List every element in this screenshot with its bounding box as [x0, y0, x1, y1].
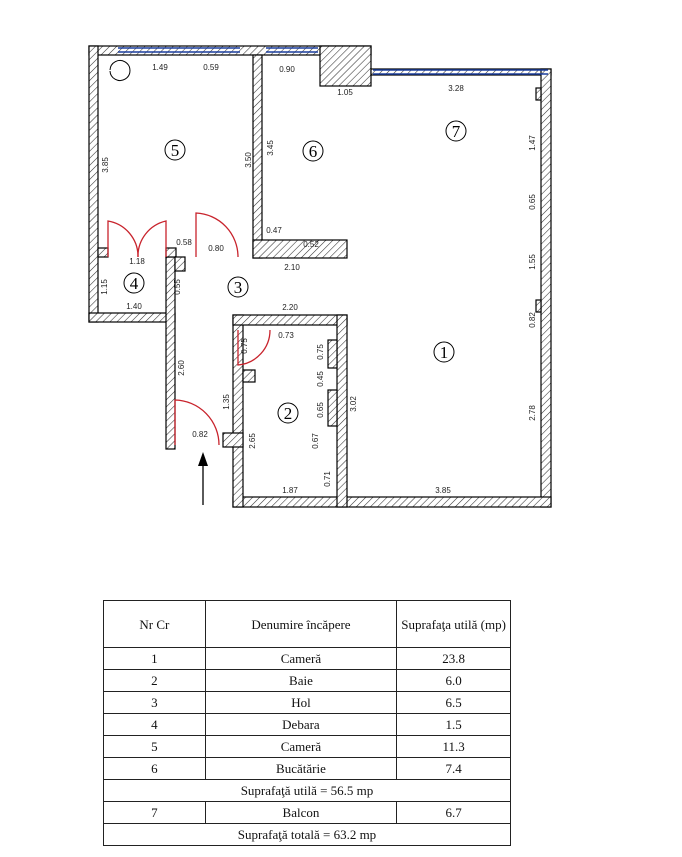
- dimension-label: 3.85: [435, 486, 451, 495]
- dimension-label: 0.67: [311, 433, 320, 449]
- dimension-label: 3.50: [244, 152, 253, 168]
- dimension-label: 2.60: [177, 360, 186, 376]
- dimension-label: 0.75: [316, 344, 325, 360]
- dimension-label: 0.73: [278, 331, 294, 340]
- svg-text:6: 6: [308, 142, 318, 161]
- walls: [89, 46, 551, 507]
- header-nr: Nr Cr: [104, 601, 206, 648]
- svg-text:5: 5: [170, 141, 180, 160]
- dimension-label: 2.20: [282, 303, 298, 312]
- svg-text:2: 2: [283, 404, 293, 423]
- dimension-label: 0.65: [316, 402, 325, 418]
- dimension-label: 0.65: [528, 194, 537, 210]
- area-summary-table: [103, 600, 511, 846]
- dimension-label: 3.85: [101, 157, 110, 173]
- dimension-label: 0.80: [208, 244, 224, 253]
- dimension-label: 0.82: [192, 430, 208, 439]
- dimension-label: 0.47: [266, 226, 282, 235]
- dimension-label: 1.35: [222, 394, 231, 410]
- svg-text:1: 1: [439, 343, 449, 362]
- dimension-label: 1.05: [337, 88, 353, 97]
- room-label-5: [165, 140, 185, 160]
- room-label-7: [446, 121, 466, 141]
- dimension-label: 3.28: [448, 84, 464, 93]
- entrance-arrow-icon: [198, 452, 208, 505]
- table-row: 3 Hol 6.5: [104, 692, 511, 714]
- svg-text:3: 3: [233, 278, 243, 297]
- table-row: 4 Debara 1.5: [104, 714, 511, 736]
- dimension-label: 1.40: [126, 302, 142, 311]
- dimension-label: 0.52: [303, 240, 319, 249]
- dimension-label: 3.02: [349, 396, 358, 412]
- dimension-label: 0.45: [316, 371, 325, 387]
- balcony-row: 7 Balcon 6.7: [104, 802, 511, 824]
- room-label-1: [434, 342, 454, 362]
- dimension-label: 1.47: [528, 135, 537, 151]
- table-row: 1 Cameră 23.8: [104, 648, 511, 670]
- dimension-label: 1.15: [100, 279, 109, 295]
- dimension-label: 0.90: [279, 65, 295, 74]
- dimension-label: 1.18: [129, 257, 145, 266]
- dimension-label: 0.71: [323, 471, 332, 487]
- grand-total-row: Suprafaţă totală = 63.2 mp: [104, 824, 511, 846]
- header-area: Suprafaţa utilă (mp): [397, 601, 511, 648]
- dimension-label: 2.78: [528, 405, 537, 421]
- room-label-3: [228, 277, 248, 297]
- dimension-label: 0.82: [528, 312, 537, 328]
- dimension-label: 0.59: [203, 63, 219, 72]
- dimension-label: 3.45: [266, 140, 275, 156]
- room-label-2: [278, 403, 298, 423]
- doors: [108, 61, 270, 446]
- room-label-4: [124, 273, 144, 293]
- room-label-6: [303, 141, 323, 161]
- useful-total-row: Suprafaţă utilă = 56.5 mp: [104, 780, 511, 802]
- svg-text:4: 4: [129, 274, 139, 293]
- dimension-label: 1.49: [152, 63, 168, 72]
- table-row: 5 Cameră 11.3: [104, 736, 511, 758]
- header-room-name: Denumire încăpere: [205, 601, 397, 648]
- table-header-row: [104, 601, 511, 648]
- dimension-label: 1.55: [528, 254, 537, 270]
- table-row: 2 Baie 6.0: [104, 670, 511, 692]
- dimension-label: 0.58: [176, 238, 192, 247]
- table-row: 6 Bucătărie 7.4: [104, 758, 511, 780]
- dimension-label: 0.75: [240, 338, 249, 354]
- svg-text:7: 7: [451, 122, 461, 141]
- dimension-label: 2.10: [284, 263, 300, 272]
- dimension-label: 0.55: [173, 279, 182, 295]
- dimension-label: 1.87: [282, 486, 298, 495]
- dimension-label: 2.65: [248, 433, 257, 449]
